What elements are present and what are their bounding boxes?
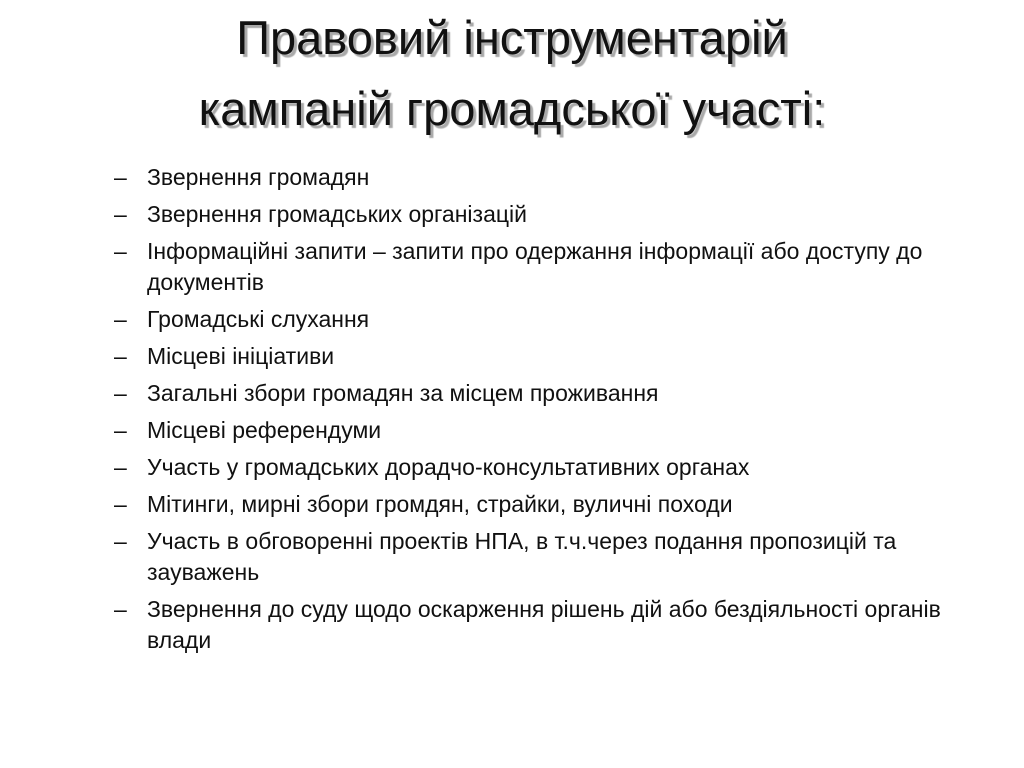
list-item-text: Загальні збори громадян за місцем проживання (147, 380, 659, 406)
list-item (114, 378, 974, 409)
list-item (114, 304, 974, 335)
list-item-text: Місцеві ініціативи (147, 343, 335, 369)
dash-bullet-marker: – (114, 201, 127, 227)
dash-bullet-marker: – (114, 596, 127, 622)
list-item-text: Звернення до суду щодо оскарження рішень дій або бездіяльності органів влади (147, 596, 941, 653)
dash-bullet-marker: – (114, 491, 127, 517)
list-item-text: Звернення громадян (147, 164, 370, 190)
dash-bullet-marker: – (114, 417, 127, 443)
list-item (114, 199, 974, 230)
list-item-text: Громадські слухання (147, 306, 370, 332)
list-item-text: Мітинги, мирні збори громдян, страйки, вуличні походи (147, 491, 733, 517)
list-item-text: Інформаційні запити – запити про одержання інформації або доступу до документів (147, 238, 923, 295)
slide-title (60, 2, 964, 144)
slide-title-line-2: кампаній громадської участі: (198, 82, 826, 135)
dash-bullet-marker: – (114, 528, 127, 554)
list-item-text: Місцеві референдуми (147, 417, 382, 443)
list-item (114, 489, 974, 520)
dash-bullet-marker: – (114, 343, 127, 369)
list-item (114, 452, 974, 483)
list-item (114, 415, 974, 446)
dash-bullet-marker: – (114, 306, 127, 332)
list-item-text: Участь у громадських дорадчо-консультативних органах (147, 454, 750, 480)
list-item (114, 162, 974, 193)
bullet-list (114, 162, 974, 662)
dash-bullet-marker: – (114, 164, 127, 190)
dash-bullet-marker: – (114, 238, 127, 264)
slide-title-line-1: Правовий інструментарій (236, 11, 788, 64)
list-item-text: Участь в обговоренні проектів НПА, в т.ч.через подання пропозицій та зауважень (147, 528, 897, 585)
list-item (114, 236, 974, 298)
list-item (114, 594, 974, 656)
dash-bullet-marker: – (114, 380, 127, 406)
dash-bullet-marker: – (114, 454, 127, 480)
list-item (114, 526, 974, 588)
list-item (114, 341, 974, 372)
list-item-text: Звернення громадських організацій (147, 201, 527, 227)
